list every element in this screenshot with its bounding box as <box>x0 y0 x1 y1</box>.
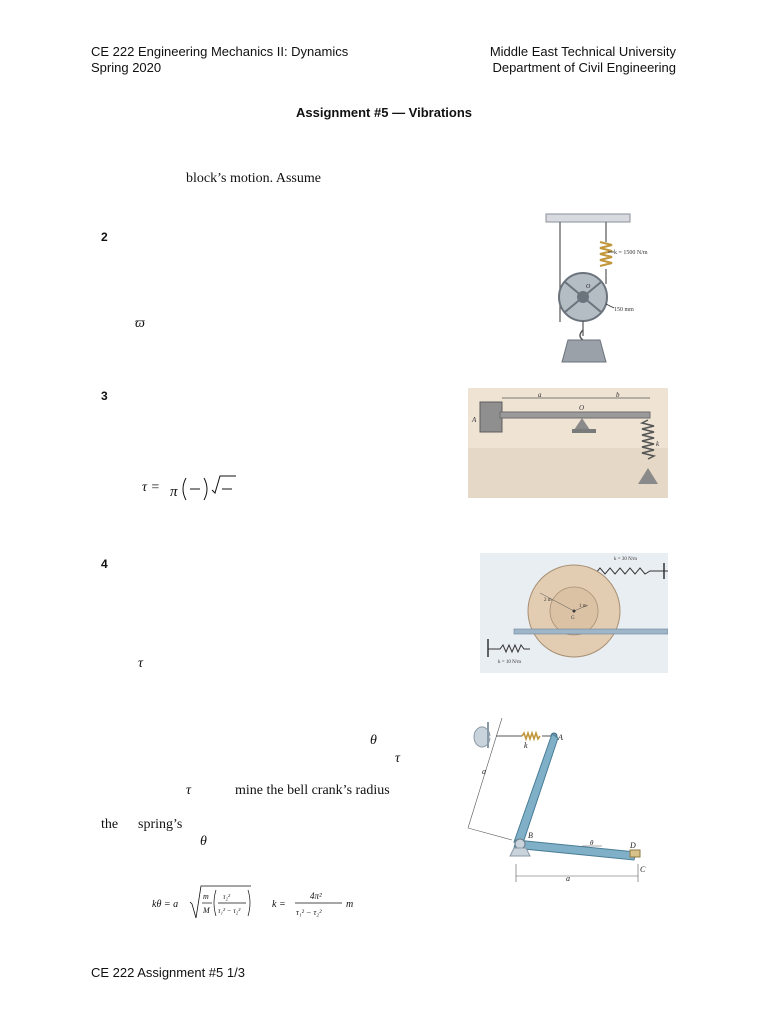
svg-text:τ₁² − τ₂²: τ₁² − τ₂² <box>218 907 241 915</box>
bellcrank-k-label: k <box>524 741 528 750</box>
term: Spring 2020 <box>91 60 162 75</box>
svg-text:4π²: 4π² <box>310 891 322 901</box>
formula-k-theta-lhs: kθ = a <box>152 899 179 910</box>
q3-tau-formula: τ = <box>142 480 160 495</box>
mass-D <box>630 850 640 857</box>
bellcrank-a-horizontal-label: a <box>566 874 570 883</box>
spring-coil <box>600 242 612 266</box>
assignment-title: Assignment #5 — Vibrations <box>295 105 473 120</box>
q5-tau2-symbol: τ <box>186 783 192 798</box>
question-3-number: 3 <box>101 389 108 403</box>
lever-a-label: a <box>538 391 542 399</box>
disk-figure <box>480 553 668 673</box>
hanging-block <box>562 340 606 362</box>
university-name: Middle East Technical University <box>489 44 676 59</box>
spring-constant-label: k = 1500 N/m <box>614 250 648 256</box>
svg-text:τ₂²: τ₂² <box>223 893 231 901</box>
lever-k-label: k <box>656 440 660 448</box>
bellcrank-A-label: A <box>558 733 563 742</box>
bellcrank-C-label: C <box>640 865 646 874</box>
formula-k-rhs: k = <box>272 899 286 910</box>
bellcrank-a-vertical-label: a <box>482 767 486 776</box>
question-4-number: 4 <box>101 557 108 571</box>
question-2-number: 2 <box>101 230 108 244</box>
q1-fragment: block’s motion. Assume <box>186 171 321 186</box>
q3-formula-fragment <box>168 472 240 506</box>
course-title: CE 222 Engineering Mechanics II: Dynamics <box>91 44 349 59</box>
q5-theta2-symbol: θ <box>200 834 207 849</box>
pulley-figure <box>540 212 670 368</box>
department-name: Department of Civil Engineering <box>492 60 676 75</box>
page-footer: CE 222 Assignment #5 1/3 <box>91 965 245 980</box>
block-A <box>480 402 502 432</box>
svg-text:m: m <box>203 892 209 901</box>
q4-tau-symbol: τ <box>138 656 144 671</box>
svg-text:τ₁² − τ₂²: τ₁² − τ₂² <box>296 908 322 917</box>
q3-pi-symbol: π <box>170 484 178 500</box>
q5-the-text: the <box>101 817 119 832</box>
q2-omega-symbol: ϖ <box>135 316 145 331</box>
q5-theta-symbol: θ <box>370 733 377 748</box>
lever-figure <box>468 388 668 498</box>
pulley-center-label: O <box>586 284 591 290</box>
lever-A-label: A <box>472 416 477 424</box>
pulley-radius-label: 150 mm <box>614 307 634 313</box>
outer-radius-label: 2 m <box>544 598 552 603</box>
svg-text:M: M <box>203 906 210 915</box>
horizontal-plank <box>514 629 668 634</box>
q5-bellcrank-text: mine the bell crank’s radius <box>235 783 390 798</box>
bellcrank-D-label: D <box>630 841 636 850</box>
bottom-spring-label: k = 10 N/m <box>498 660 521 665</box>
q5-springs-text: spring’s <box>138 817 183 832</box>
svg-text:m: m <box>346 899 354 910</box>
ceiling-support <box>546 214 630 222</box>
q5-tau-symbol: τ <box>395 751 401 766</box>
bellcrank-theta-label: θ <box>590 839 594 847</box>
center-label: G <box>571 616 575 621</box>
lever-b-label: b <box>616 391 620 399</box>
lever-o-label: O <box>579 404 585 412</box>
lever-bar <box>500 412 650 418</box>
inner-radius-label: 1 m <box>579 604 587 609</box>
bellcrank-B-label: B <box>528 831 533 840</box>
top-spring-label: k = 30 N/m <box>614 557 637 562</box>
bellcrank-figure <box>462 714 668 890</box>
formula-row <box>150 880 380 926</box>
